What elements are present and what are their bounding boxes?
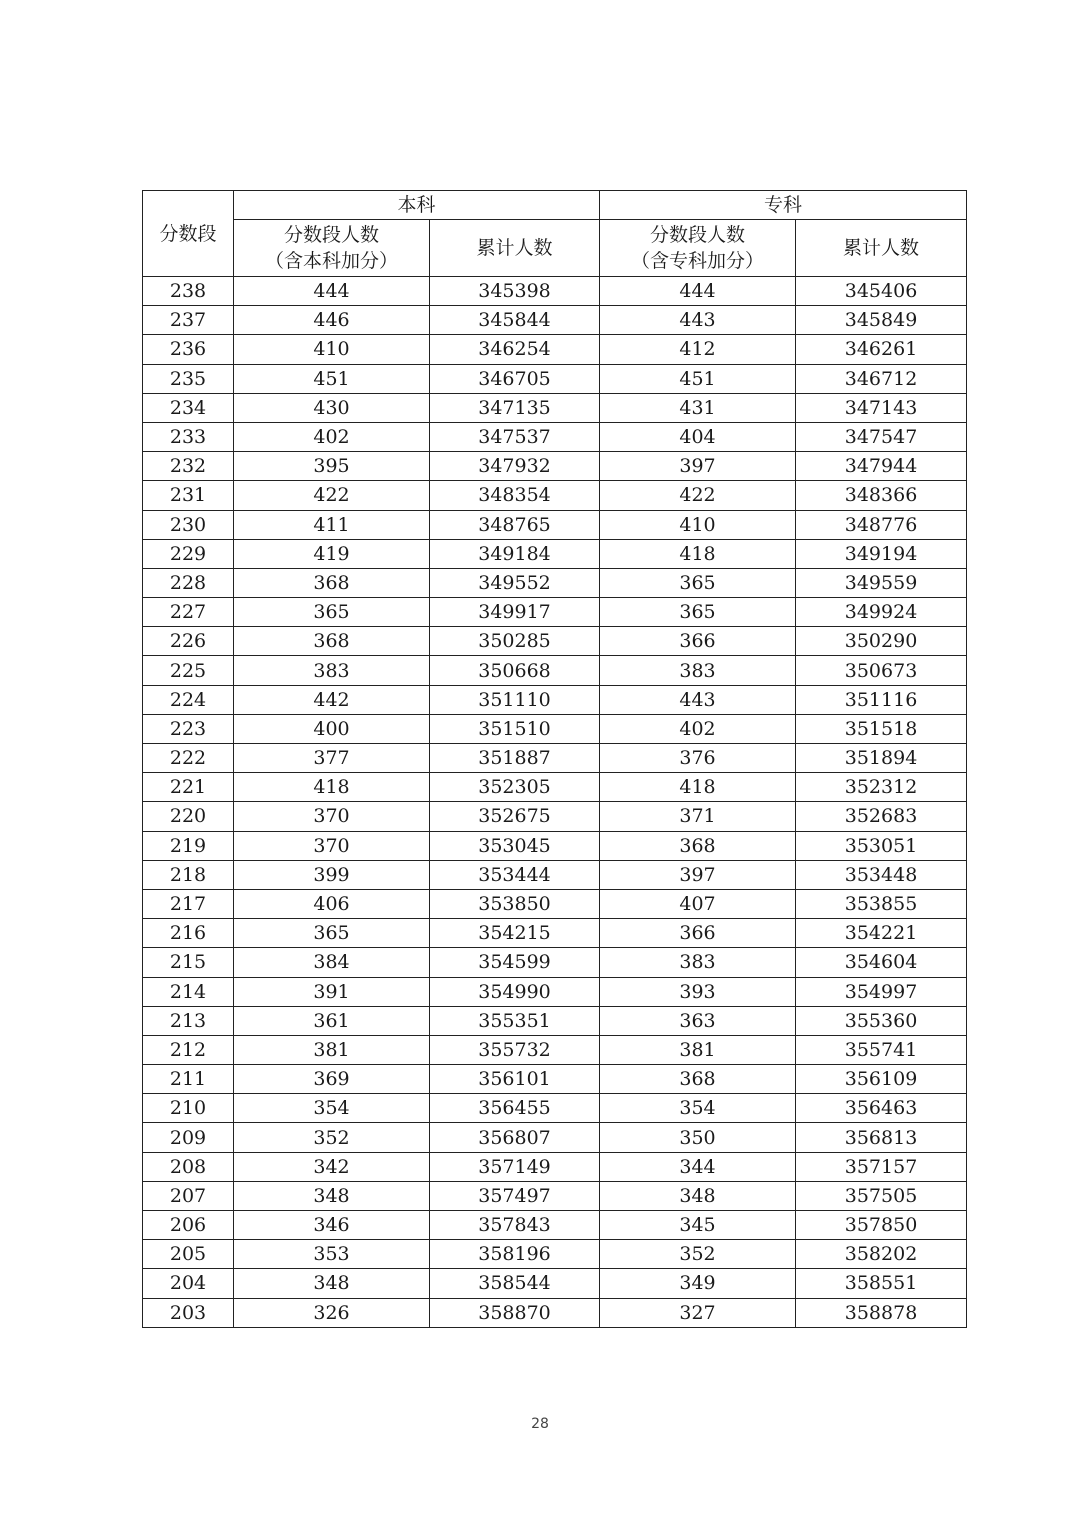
vocational-cumulative-cell: 351894 — [796, 744, 967, 773]
undergrad-count-cell: 370 — [234, 802, 430, 831]
score-cell: 236 — [143, 335, 234, 364]
table-row — [143, 1152, 967, 1181]
vocational-cumulative-cell: 355741 — [796, 1035, 967, 1064]
vocational-count-cell: 368 — [600, 1065, 796, 1094]
vocational-count-cell: 365 — [600, 598, 796, 627]
vocational-count-note: （含专科加分） — [631, 250, 765, 272]
undergrad-cumulative-cell: 345398 — [430, 277, 600, 306]
score-cell: 219 — [143, 831, 234, 860]
vocational-cumulative-cell: 357157 — [796, 1152, 967, 1181]
undergrad-count-cell: 444 — [234, 277, 430, 306]
vocational-cumulative-cell: 354604 — [796, 948, 967, 977]
score-cell: 203 — [143, 1298, 234, 1327]
vocational-count-cell: 350 — [600, 1123, 796, 1152]
vocational-cumulative-cell: 347547 — [796, 422, 967, 451]
undergrad-count-cell: 442 — [234, 685, 430, 714]
vocational-cumulative-cell: 347944 — [796, 452, 967, 481]
undergrad-count-cell: 365 — [234, 919, 430, 948]
vocational-cumulative-cell: 352312 — [796, 773, 967, 802]
vocational-count-cell: 327 — [600, 1298, 796, 1327]
undergrad-cumulative-cell: 351887 — [430, 744, 600, 773]
score-cell: 206 — [143, 1211, 234, 1240]
score-cell: 229 — [143, 539, 234, 568]
undergrad-count-cell: 353 — [234, 1240, 430, 1269]
vocational-cumulative-cell: 355360 — [796, 1006, 967, 1035]
undergrad-cumulative-cell: 355351 — [430, 1006, 600, 1035]
vocational-cumulative-cell: 354221 — [796, 919, 967, 948]
undergrad-count-cell: 402 — [234, 422, 430, 451]
undergrad-cumulative-cell: 353045 — [430, 831, 600, 860]
vocational-cumulative-cell: 356813 — [796, 1123, 967, 1152]
undergrad-cumulative-cell: 356455 — [430, 1094, 600, 1123]
vocational-cumulative-cell: 353448 — [796, 860, 967, 889]
table-row — [143, 1181, 967, 1210]
score-cell: 218 — [143, 860, 234, 889]
table-row — [143, 714, 967, 743]
vocational-cumulative-cell: 358202 — [796, 1240, 967, 1269]
vocational-count-cell: 352 — [600, 1240, 796, 1269]
score-range-header: 分数段 — [143, 191, 234, 277]
vocational-count-cell: 393 — [600, 977, 796, 1006]
score-cell: 221 — [143, 773, 234, 802]
score-cell: 211 — [143, 1065, 234, 1094]
table-row — [143, 802, 967, 831]
vocational-cumulative-cell: 357850 — [796, 1211, 967, 1240]
undergrad-count-cell: 419 — [234, 539, 430, 568]
undergrad-count-cell: 381 — [234, 1035, 430, 1064]
table-row — [143, 948, 967, 977]
undergrad-cumulative-cell: 357497 — [430, 1181, 600, 1210]
undergrad-count-cell: 451 — [234, 364, 430, 393]
undergrad-count-header — [234, 220, 430, 277]
undergrad-cumulative-cell: 350285 — [430, 627, 600, 656]
undergrad-count-cell: 422 — [234, 481, 430, 510]
table-row — [143, 831, 967, 860]
vocational-count-cell: 422 — [600, 481, 796, 510]
vocational-count-header — [600, 220, 796, 277]
vocational-count-cell: 345 — [600, 1211, 796, 1240]
score-cell: 205 — [143, 1240, 234, 1269]
table-row — [143, 977, 967, 1006]
header-row-top — [143, 191, 967, 220]
vocational-count-cell: 383 — [600, 656, 796, 685]
undergrad-cumulative-cell: 358544 — [430, 1269, 600, 1298]
undergrad-cumulative-cell: 352305 — [430, 773, 600, 802]
undergrad-count-cell: 354 — [234, 1094, 430, 1123]
undergrad-count-cell: 383 — [234, 656, 430, 685]
vocational-cumulative-cell: 356109 — [796, 1065, 967, 1094]
undergrad-cumulative-cell: 354990 — [430, 977, 600, 1006]
undergrad-count-cell: 399 — [234, 860, 430, 889]
vocational-count-cell: 407 — [600, 889, 796, 918]
table-row — [143, 685, 967, 714]
vocational-cumulative-cell: 347143 — [796, 393, 967, 422]
vocational-count-cell: 366 — [600, 919, 796, 948]
undergrad-cumulative-cell: 351110 — [430, 685, 600, 714]
score-cell: 235 — [143, 364, 234, 393]
undergrad-count-cell: 348 — [234, 1269, 430, 1298]
undergrad-cumulative-cell: 352675 — [430, 802, 600, 831]
table-row — [143, 889, 967, 918]
undergrad-count-cell: 406 — [234, 889, 430, 918]
score-cell: 227 — [143, 598, 234, 627]
table-row — [143, 860, 967, 889]
vocational-count-cell: 397 — [600, 452, 796, 481]
vocational-cumulative-cell: 346261 — [796, 335, 967, 364]
vocational-count-cell: 444 — [600, 277, 796, 306]
undergrad-cumulative-cell: 347932 — [430, 452, 600, 481]
undergrad-cumulative-cell: 349917 — [430, 598, 600, 627]
vocational-cumulative-cell: 346712 — [796, 364, 967, 393]
table-row — [143, 1065, 967, 1094]
undergrad-count-cell: 368 — [234, 568, 430, 597]
table-row — [143, 306, 967, 335]
table-row — [143, 452, 967, 481]
vocational-count-cell: 412 — [600, 335, 796, 364]
table-row — [143, 364, 967, 393]
table-row — [143, 656, 967, 685]
table-row — [143, 481, 967, 510]
undergrad-count-cell: 365 — [234, 598, 430, 627]
table-row — [143, 1006, 967, 1035]
vocational-cumulative-cell: 353855 — [796, 889, 967, 918]
score-cell: 232 — [143, 452, 234, 481]
vocational-count-label: 分数段人数 — [650, 224, 746, 246]
table-row — [143, 598, 967, 627]
undergrad-cumulative-cell: 356101 — [430, 1065, 600, 1094]
score-cell: 216 — [143, 919, 234, 948]
table-row — [143, 1298, 967, 1327]
undergrad-count-cell: 400 — [234, 714, 430, 743]
score-cell: 214 — [143, 977, 234, 1006]
vocational-count-cell: 431 — [600, 393, 796, 422]
undergrad-count-cell: 418 — [234, 773, 430, 802]
score-cell: 228 — [143, 568, 234, 597]
table-row — [143, 277, 967, 306]
undergrad-count-cell: 352 — [234, 1123, 430, 1152]
undergrad-count-cell: 411 — [234, 510, 430, 539]
vocational-cumulative-cell: 350673 — [796, 656, 967, 685]
undergrad-count-cell: 368 — [234, 627, 430, 656]
score-cell: 215 — [143, 948, 234, 977]
vocational-cumulative-cell: 351116 — [796, 685, 967, 714]
undergrad-cumulative-cell: 354599 — [430, 948, 600, 977]
table-row — [143, 919, 967, 948]
vocational-count-cell: 368 — [600, 831, 796, 860]
vocational-cumulative-cell: 349924 — [796, 598, 967, 627]
vocational-count-cell: 344 — [600, 1152, 796, 1181]
undergrad-cumulative-cell: 354215 — [430, 919, 600, 948]
vocational-count-cell: 376 — [600, 744, 796, 773]
vocational-cumulative-cell: 353051 — [796, 831, 967, 860]
table-row — [143, 335, 967, 364]
undergrad-cumulative-cell: 357149 — [430, 1152, 600, 1181]
undergrad-cumulative-cell: 345844 — [430, 306, 600, 335]
score-cell: 226 — [143, 627, 234, 656]
vocational-count-cell: 404 — [600, 422, 796, 451]
undergrad-cumulative-cell: 353850 — [430, 889, 600, 918]
vocational-cumulative-cell: 348366 — [796, 481, 967, 510]
page-number: 28 — [531, 1416, 549, 1432]
table-header — [143, 191, 967, 277]
vocational-count-cell: 397 — [600, 860, 796, 889]
vocational-count-cell: 418 — [600, 773, 796, 802]
undergrad-count-cell: 326 — [234, 1298, 430, 1327]
undergrad-cumulative-cell: 351510 — [430, 714, 600, 743]
undergrad-count-cell: 384 — [234, 948, 430, 977]
vocational-cumulative-header: 累计人数 — [796, 220, 967, 277]
undergrad-count-cell: 346 — [234, 1211, 430, 1240]
undergrad-cumulative-cell: 357843 — [430, 1211, 600, 1240]
undergrad-count-cell: 342 — [234, 1152, 430, 1181]
table-body — [143, 277, 967, 1328]
vocational-count-cell: 349 — [600, 1269, 796, 1298]
vocational-count-cell: 354 — [600, 1094, 796, 1123]
vocational-cumulative-cell: 348776 — [796, 510, 967, 539]
score-cell: 204 — [143, 1269, 234, 1298]
undergrad-count-cell: 370 — [234, 831, 430, 860]
undergrad-cumulative-cell: 348765 — [430, 510, 600, 539]
table-row — [143, 510, 967, 539]
vocational-cumulative-cell: 345406 — [796, 277, 967, 306]
undergrad-cumulative-cell: 346705 — [430, 364, 600, 393]
undergrad-cumulative-cell: 350668 — [430, 656, 600, 685]
undergrad-count-cell: 430 — [234, 393, 430, 422]
vocational-cumulative-cell: 356463 — [796, 1094, 967, 1123]
undergrad-cumulative-header: 累计人数 — [430, 220, 600, 277]
table-row — [143, 539, 967, 568]
undergrad-cumulative-cell: 349184 — [430, 539, 600, 568]
vocational-count-cell: 366 — [600, 627, 796, 656]
table-row — [143, 1035, 967, 1064]
undergrad-count-cell: 395 — [234, 452, 430, 481]
vocational-count-cell: 371 — [600, 802, 796, 831]
vocational-cumulative-cell: 351518 — [796, 714, 967, 743]
undergrad-cumulative-cell: 346254 — [430, 335, 600, 364]
table-row — [143, 627, 967, 656]
vocational-count-cell: 402 — [600, 714, 796, 743]
table-row — [143, 773, 967, 802]
undergrad-cumulative-cell: 348354 — [430, 481, 600, 510]
score-cell: 217 — [143, 889, 234, 918]
table-row — [143, 1269, 967, 1298]
vocational-count-cell: 383 — [600, 948, 796, 977]
score-cell: 208 — [143, 1152, 234, 1181]
table-row — [143, 393, 967, 422]
score-cell: 231 — [143, 481, 234, 510]
undergrad-cumulative-cell: 358196 — [430, 1240, 600, 1269]
score-cell: 237 — [143, 306, 234, 335]
vocational-count-cell: 451 — [600, 364, 796, 393]
vocational-count-cell: 443 — [600, 685, 796, 714]
vocational-count-cell: 365 — [600, 568, 796, 597]
vocational-cumulative-cell: 357505 — [796, 1181, 967, 1210]
undergrad-cumulative-cell: 347135 — [430, 393, 600, 422]
score-cell: 230 — [143, 510, 234, 539]
undergrad-count-cell: 377 — [234, 744, 430, 773]
vocational-cumulative-cell: 352683 — [796, 802, 967, 831]
undergrad-count-cell: 361 — [234, 1006, 430, 1035]
undergrad-count-cell: 369 — [234, 1065, 430, 1094]
score-cell: 213 — [143, 1006, 234, 1035]
undergrad-cumulative-cell: 347537 — [430, 422, 600, 451]
score-cell: 223 — [143, 714, 234, 743]
table-row — [143, 744, 967, 773]
score-cell: 234 — [143, 393, 234, 422]
undergrad-count-cell: 446 — [234, 306, 430, 335]
undergrad-cumulative-cell: 358870 — [430, 1298, 600, 1327]
vocational-count-cell: 443 — [600, 306, 796, 335]
score-cell: 224 — [143, 685, 234, 714]
vocational-cumulative-cell: 350290 — [796, 627, 967, 656]
undergrad-cumulative-cell: 356807 — [430, 1123, 600, 1152]
score-distribution-table — [142, 190, 967, 1328]
table-row — [143, 1240, 967, 1269]
score-cell: 209 — [143, 1123, 234, 1152]
score-cell: 220 — [143, 802, 234, 831]
vocational-group-header: 专科 — [600, 191, 967, 220]
vocational-cumulative-cell: 358551 — [796, 1269, 967, 1298]
vocational-cumulative-cell: 345849 — [796, 306, 967, 335]
table-row — [143, 1094, 967, 1123]
vocational-cumulative-cell: 358878 — [796, 1298, 967, 1327]
table-row — [143, 1123, 967, 1152]
score-cell: 233 — [143, 422, 234, 451]
vocational-count-cell: 348 — [600, 1181, 796, 1210]
vocational-count-cell: 381 — [600, 1035, 796, 1064]
score-cell: 210 — [143, 1094, 234, 1123]
undergrad-count-label: 分数段人数 — [283, 224, 379, 246]
undergrad-group-header: 本科 — [234, 191, 600, 220]
undergrad-count-cell: 391 — [234, 977, 430, 1006]
score-cell: 238 — [143, 277, 234, 306]
table-row — [143, 568, 967, 597]
score-cell: 222 — [143, 744, 234, 773]
undergrad-count-cell: 348 — [234, 1181, 430, 1210]
vocational-cumulative-cell: 349194 — [796, 539, 967, 568]
undergrad-cumulative-cell: 355732 — [430, 1035, 600, 1064]
undergrad-count-note: （含本科加分） — [264, 250, 398, 272]
table-row — [143, 1211, 967, 1240]
undergrad-count-cell: 410 — [234, 335, 430, 364]
header-row-bottom — [143, 220, 967, 277]
vocational-count-cell: 363 — [600, 1006, 796, 1035]
vocational-count-cell: 418 — [600, 539, 796, 568]
undergrad-cumulative-cell: 353444 — [430, 860, 600, 889]
score-cell: 212 — [143, 1035, 234, 1064]
vocational-count-cell: 410 — [600, 510, 796, 539]
undergrad-cumulative-cell: 349552 — [430, 568, 600, 597]
vocational-cumulative-cell: 354997 — [796, 977, 967, 1006]
vocational-cumulative-cell: 349559 — [796, 568, 967, 597]
score-cell: 207 — [143, 1181, 234, 1210]
score-cell: 225 — [143, 656, 234, 685]
table-row — [143, 422, 967, 451]
